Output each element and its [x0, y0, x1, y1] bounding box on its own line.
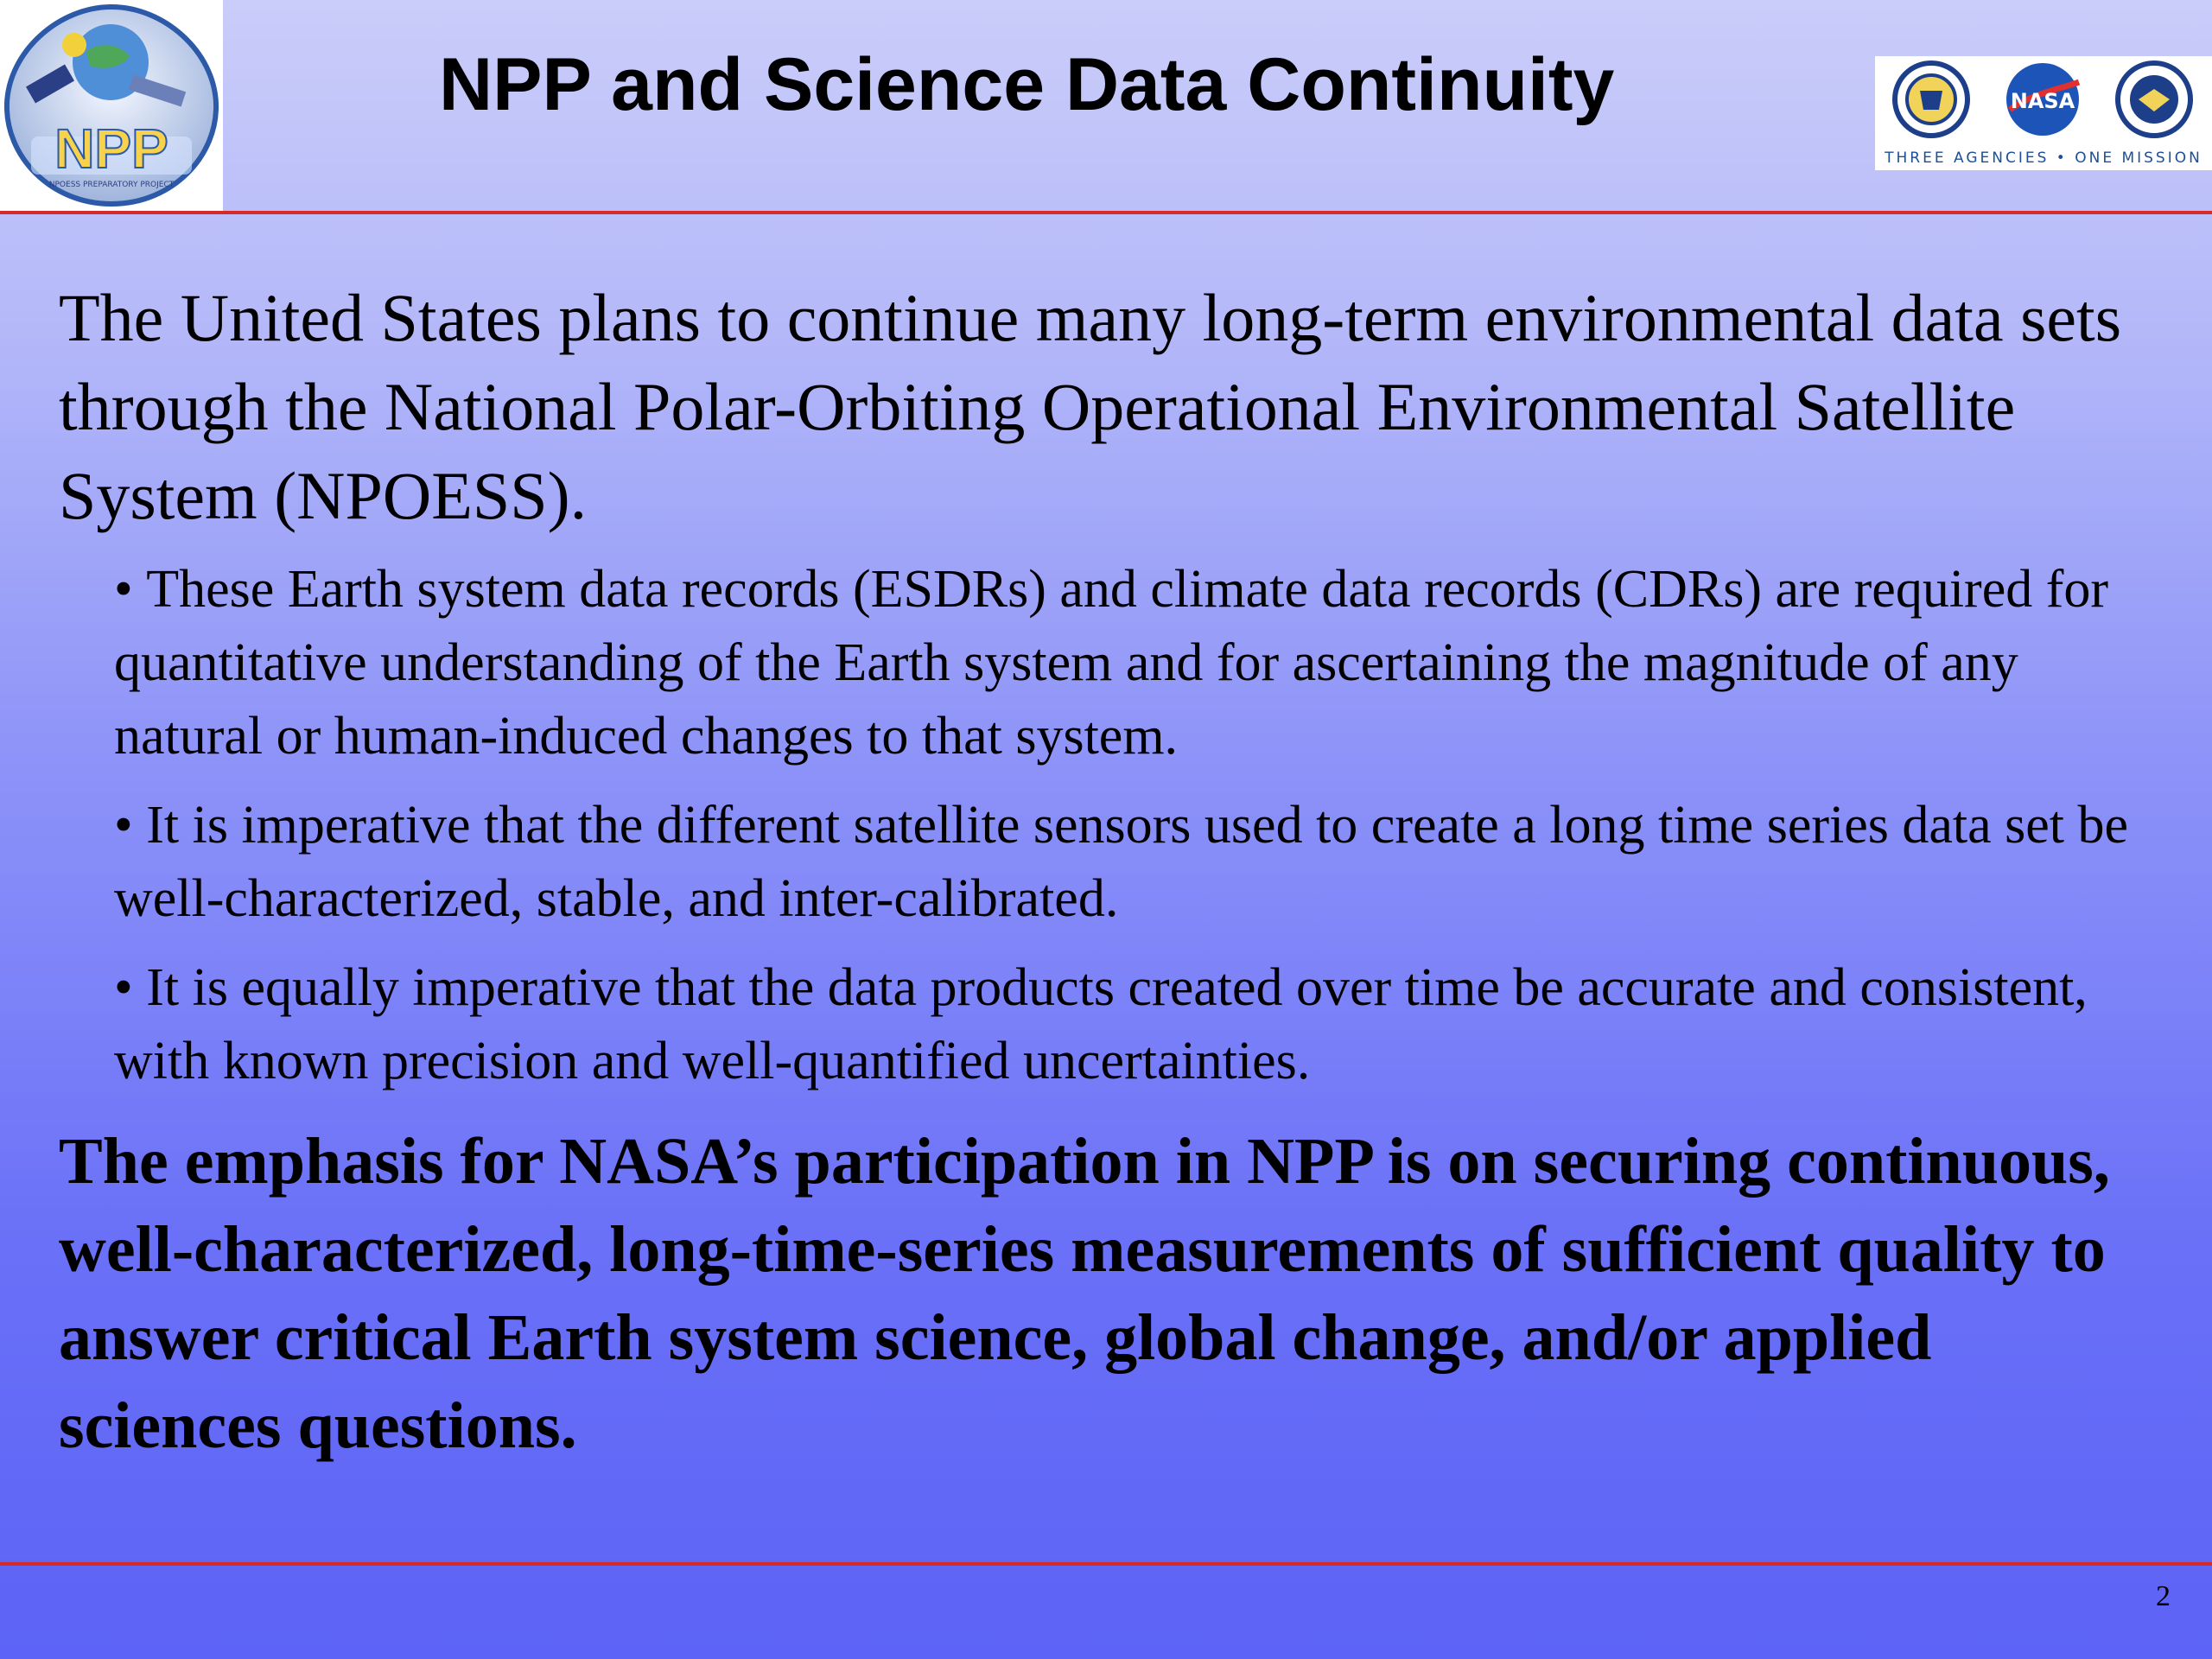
npp-logo-icon: [0, 0, 223, 211]
bottom-divider: [0, 1562, 2212, 1566]
emphasis-paragraph: The emphasis for NASA’s participation in NPP is on securing continuous, well-characterized, long-time-series measurements of sufficient quality to answer critical Earth system science, global change, and/or applied sciences questions.: [59, 1125, 2110, 1462]
bullet-item: • It is equally imperative that the data products created over time be accurate and consistent, with known precision and well-quantified uncertainties.: [114, 951, 2171, 1098]
npp-logo-lettering: NPP: [54, 118, 168, 180]
doc-seal-icon: [1895, 63, 1967, 136]
top-divider: [0, 211, 2212, 214]
npp-logo-subtitle: NPOESS PREPARATORY PROJECT: [48, 181, 175, 189]
agencies-logo: [1875, 56, 2212, 170]
bullet-list: [114, 553, 2171, 1114]
slide-title: NPP and Science Data Continuity: [439, 43, 1615, 126]
intro-paragraph: The United States plans to continue many long-term environmental data sets through the National Polar-Orbiting Operational Environmental Satellite System (NPOESS).: [59, 280, 2122, 533]
nasa-meatball-icon: [2006, 63, 2079, 136]
bullet-item: • It is imperative that the different satellite sensors used to create a long time series data set be well-characterized, stable, and inter-calibrated.: [114, 789, 2171, 936]
bullet-item: • These Earth system data records (ESDRs) and climate data records (CDRs) are required for quantitative understanding of the Earth system and for ascertaining the magnitude of any natural or human-induced changes to that system.: [114, 553, 2171, 773]
agencies-caption: THREE AGENCIES • ONE MISSION: [1885, 149, 2202, 167]
npp-logo: [0, 0, 223, 211]
dod-seal-icon: [2118, 63, 2190, 136]
page-number: 2: [2156, 1580, 2171, 1612]
svg-text:NASA: NASA: [2010, 89, 2075, 113]
